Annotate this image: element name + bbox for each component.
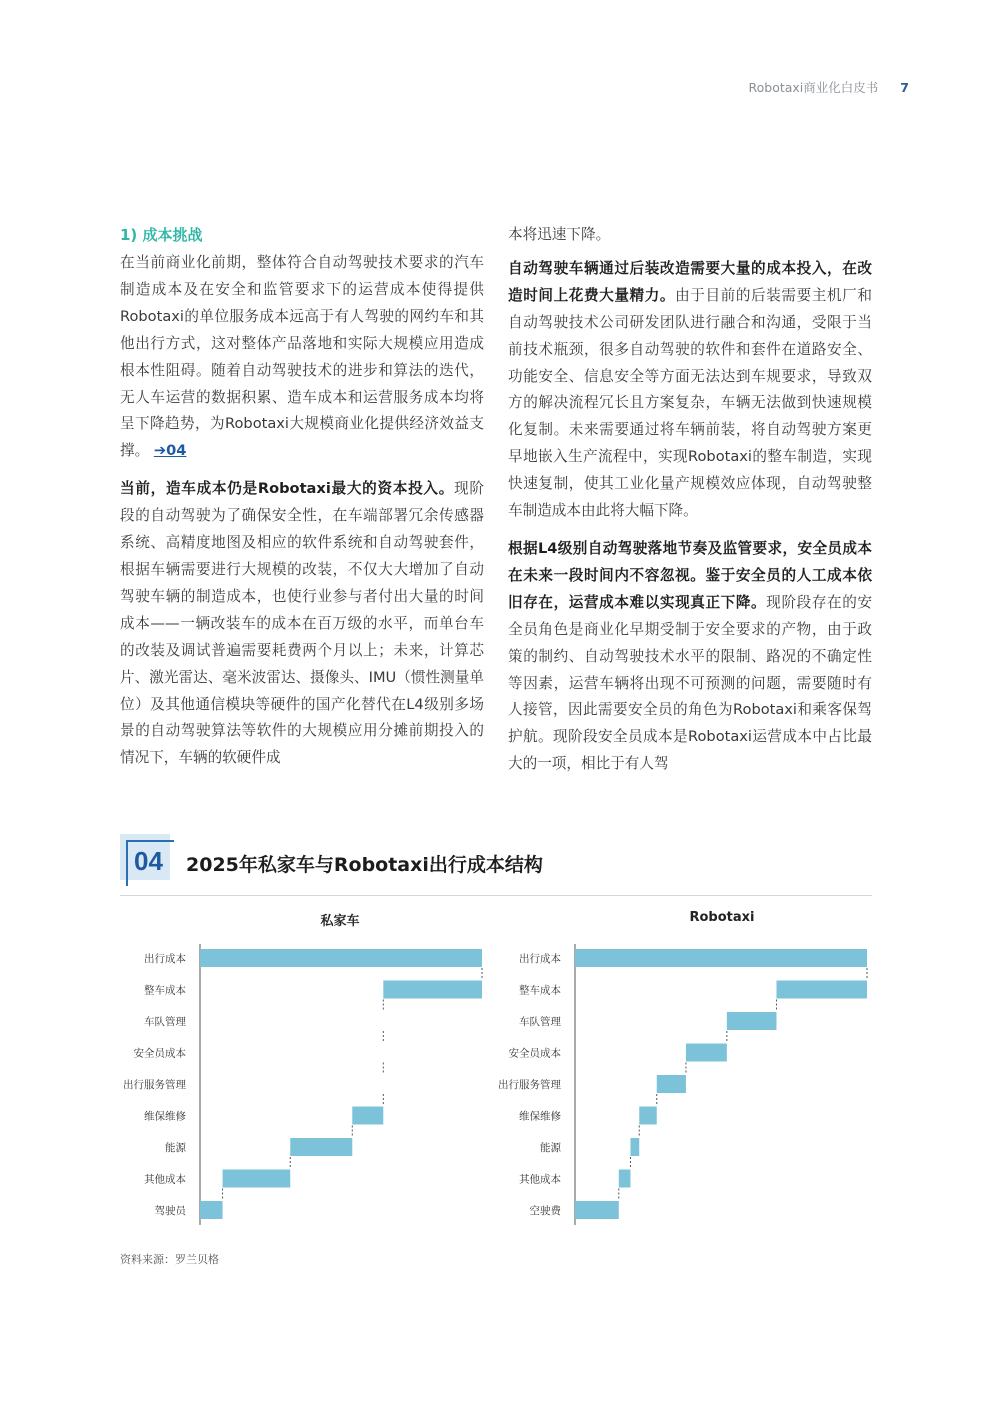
waterfall-bar	[200, 949, 482, 967]
page-number: 7	[900, 79, 909, 95]
paragraph-safety-officer	[508, 536, 872, 778]
category-label: 出行服务管理	[498, 1079, 561, 1091]
category-label: 车队管理	[144, 1016, 186, 1028]
category-label: 能源	[540, 1142, 561, 1154]
figure-number-badge	[120, 834, 174, 886]
section-heading: 1) 成本挑战	[120, 226, 203, 244]
waterfall-bar	[776, 981, 867, 999]
figure-divider	[120, 895, 872, 896]
category-label: 出行成本	[144, 953, 186, 965]
category-label: 安全员成本	[133, 1047, 186, 1060]
waterfall-bar	[200, 1201, 223, 1219]
paragraph-continued	[508, 222, 872, 249]
category-label: 出行服务管理	[123, 1079, 186, 1091]
figure-reference-link[interactable]: ➔04	[153, 442, 187, 460]
waterfall-bar	[575, 949, 867, 967]
page-header	[749, 78, 910, 96]
category-label: 整车成本	[144, 984, 186, 997]
paragraph-vehicle-cost	[120, 476, 484, 772]
category-label: 维保维修	[144, 1110, 186, 1123]
waterfall-bar	[727, 1012, 777, 1030]
waterfall-chart-robotaxi	[496, 932, 872, 1228]
paragraph-lead: 当前，造车成本仍是Robotaxi最大的资本投入。	[120, 480, 455, 498]
left-column	[120, 222, 484, 783]
waterfall-bar	[619, 1170, 631, 1188]
category-label: 车队管理	[519, 1016, 561, 1028]
chart-title-private-car: 私家车	[320, 914, 360, 929]
waterfall-bar	[630, 1138, 639, 1156]
waterfall-bar	[352, 1107, 383, 1125]
paragraph-retrofit	[508, 256, 872, 525]
paragraph-text: 由于目前的后装需要主机厂和自动驾驶技术公司研发团队进行融合和沟通，受限于当前技术瓶颈，很多自动驾驶的软件和套件在道路安全、功能安全、信息安全等方面无法达到车规要求，导致双方的解决流程冗长且方案复杂，车辆无法做到快速规模化复制。未来需要通过将车辆前装，将自动驾驶方案更早地嵌入生产流程中，实现Robotaxi的整车制造，实现快速复制，使其工业化量产规模效应体现，自动驾驶整车制造成本由此将大幅下降。	[508, 286, 872, 520]
paragraph-text: 在当前商业化前期，整体符合自动驾驶技术要求的汽车制造成本及在安全和监管要求下的运营成本使得提供Robotaxi的单位服务成本远高于有人驾驶的网约车和其他出行方式，这对整体产品落地和实际大规模应用造成根本性阻碍。随着自动驾驶技术的进步和算法的迭代，无人车运营的数据积累、造车成本和运营服务成本均将呈下降趋势，为Robotaxi大规模商业化提供经济效益支撑。	[120, 254, 484, 460]
document-title: Robotaxi商业化白皮书	[748, 80, 879, 95]
category-label: 维保维修	[519, 1110, 561, 1123]
waterfall-bar	[575, 1201, 619, 1219]
paragraph-text: 现阶段的自动驾驶为了确保安全性，在车端部署冗余传感器系统、高精度地图及相应的软件系统和自动驾驶套件，根据车辆需要进行大规模的改装，不仅大大增加了自动驾驶车辆的制造成本，也使行业参与者付出大量的时间成本——一辆改装车的成本在百万级的水平，而单台车的改装及调试普遍需要耗费两个月以上；未来，计算芯片、激光雷达、毫米波雷达、摄像头、IMU（惯性测量单位）及其他通信模块等硬件的国产化替代在L4级别多场景的自动驾驶算法等软件的大规模应用分摊前期投入的情况下，车辆的软硬件成	[120, 480, 484, 767]
figure-title: 2025年私家车与Robotaxi出行成本结构	[186, 854, 543, 876]
category-label: 出行成本	[519, 953, 561, 965]
chart-title-robotaxi: Robotaxi	[689, 910, 755, 925]
paragraph-text: 本将迅速下降。	[508, 226, 611, 243]
category-label: 空驶费	[529, 1205, 561, 1217]
category-label: 驾驶员	[154, 1205, 186, 1217]
waterfall-bar	[383, 981, 482, 999]
waterfall-bar	[290, 1138, 352, 1156]
figure-source: 资料来源：罗兰贝格	[120, 1253, 219, 1266]
waterfall-chart-private-car	[120, 932, 490, 1228]
waterfall-bar	[223, 1170, 291, 1188]
paragraph-cost-intro	[120, 250, 484, 465]
waterfall-bar	[686, 1044, 727, 1062]
paragraph-lead: 根据L4级别自动驾驶落地节奏及监管要求，安全员成本在未来一段时间内不容忽视。鉴于安全员的人工成本依旧存在，运营成本难以实现真正下降。	[508, 539, 872, 611]
paragraph-lead: 自动驾驶车辆通过后装改造需要大量的成本投入，在改造时间上花费大量精力。	[508, 259, 872, 304]
waterfall-bar	[639, 1107, 657, 1125]
waterfall-bar	[657, 1075, 686, 1093]
category-label: 整车成本	[519, 984, 561, 997]
category-label: 安全员成本	[508, 1047, 561, 1060]
category-label: 能源	[165, 1142, 186, 1154]
category-label: 其他成本	[519, 1173, 561, 1186]
category-label: 其他成本	[144, 1173, 186, 1186]
figure-number: 04	[134, 846, 163, 876]
right-column	[508, 222, 872, 789]
paragraph-text: 现阶段存在的安全员角色是商业化早期受制于安全要求的产物，由于政策的制约、自动驾驶技术水平的限制、路况的不确定性等因素，运营车辆将出现不可预测的问题，需要随时有人接管，因此需要安全员的角色为Robotaxi和乘客保驾护航。现阶段安全员成本是Robotaxi运营成本中占比最大的一项，相比于有人驾	[508, 593, 872, 773]
